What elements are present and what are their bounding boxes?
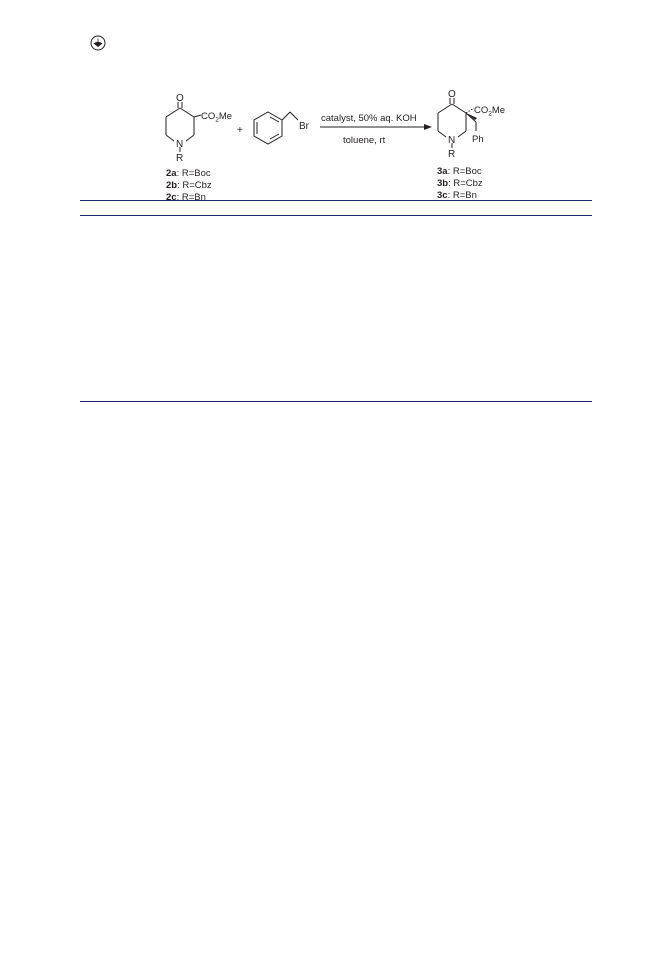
product-structure: [438, 98, 476, 148]
product-ester-label: $CO_2Me$: [474, 105, 506, 118]
product-o-label: O: [448, 89, 456, 100]
ketoester-o-label: O: [176, 93, 184, 104]
product-ph-label: Ph: [472, 134, 484, 145]
variant-3b: 3b: R=Cbz: [437, 178, 483, 189]
variant-3c: 3c: R=Bn: [437, 190, 477, 201]
table-header-rule: [80, 215, 592, 216]
variant-2c: 2c: R=Bn: [166, 192, 206, 203]
ketoester-ester-label: $CO_2Me$: [201, 111, 233, 124]
benzyl-br-label: Br: [299, 121, 309, 132]
product-r-label: R: [448, 149, 456, 160]
conditions-above: catalyst, 50% aq. KOH: [321, 113, 417, 124]
table-bottom-rule: [80, 401, 592, 402]
reaction-scheme: [0, 0, 672, 210]
variant-2b: 2b: R=Cbz: [166, 180, 212, 191]
reaction-arrow: [320, 124, 432, 130]
ketoester-r-label: R: [176, 153, 184, 164]
variant-2a: 2a: R=Boc: [166, 168, 211, 179]
table-top-rule: [80, 200, 592, 201]
conditions-below: toluene, rt: [343, 135, 386, 146]
ketoester-n-label: N: [176, 139, 184, 150]
product-n-label: N: [448, 135, 456, 146]
reactant-ketoester: [166, 102, 201, 152]
variant-3a: 3a: R=Boc: [437, 166, 482, 177]
plus-sign: +: [237, 125, 243, 136]
reactant-benzyl-bromide: [254, 112, 298, 144]
